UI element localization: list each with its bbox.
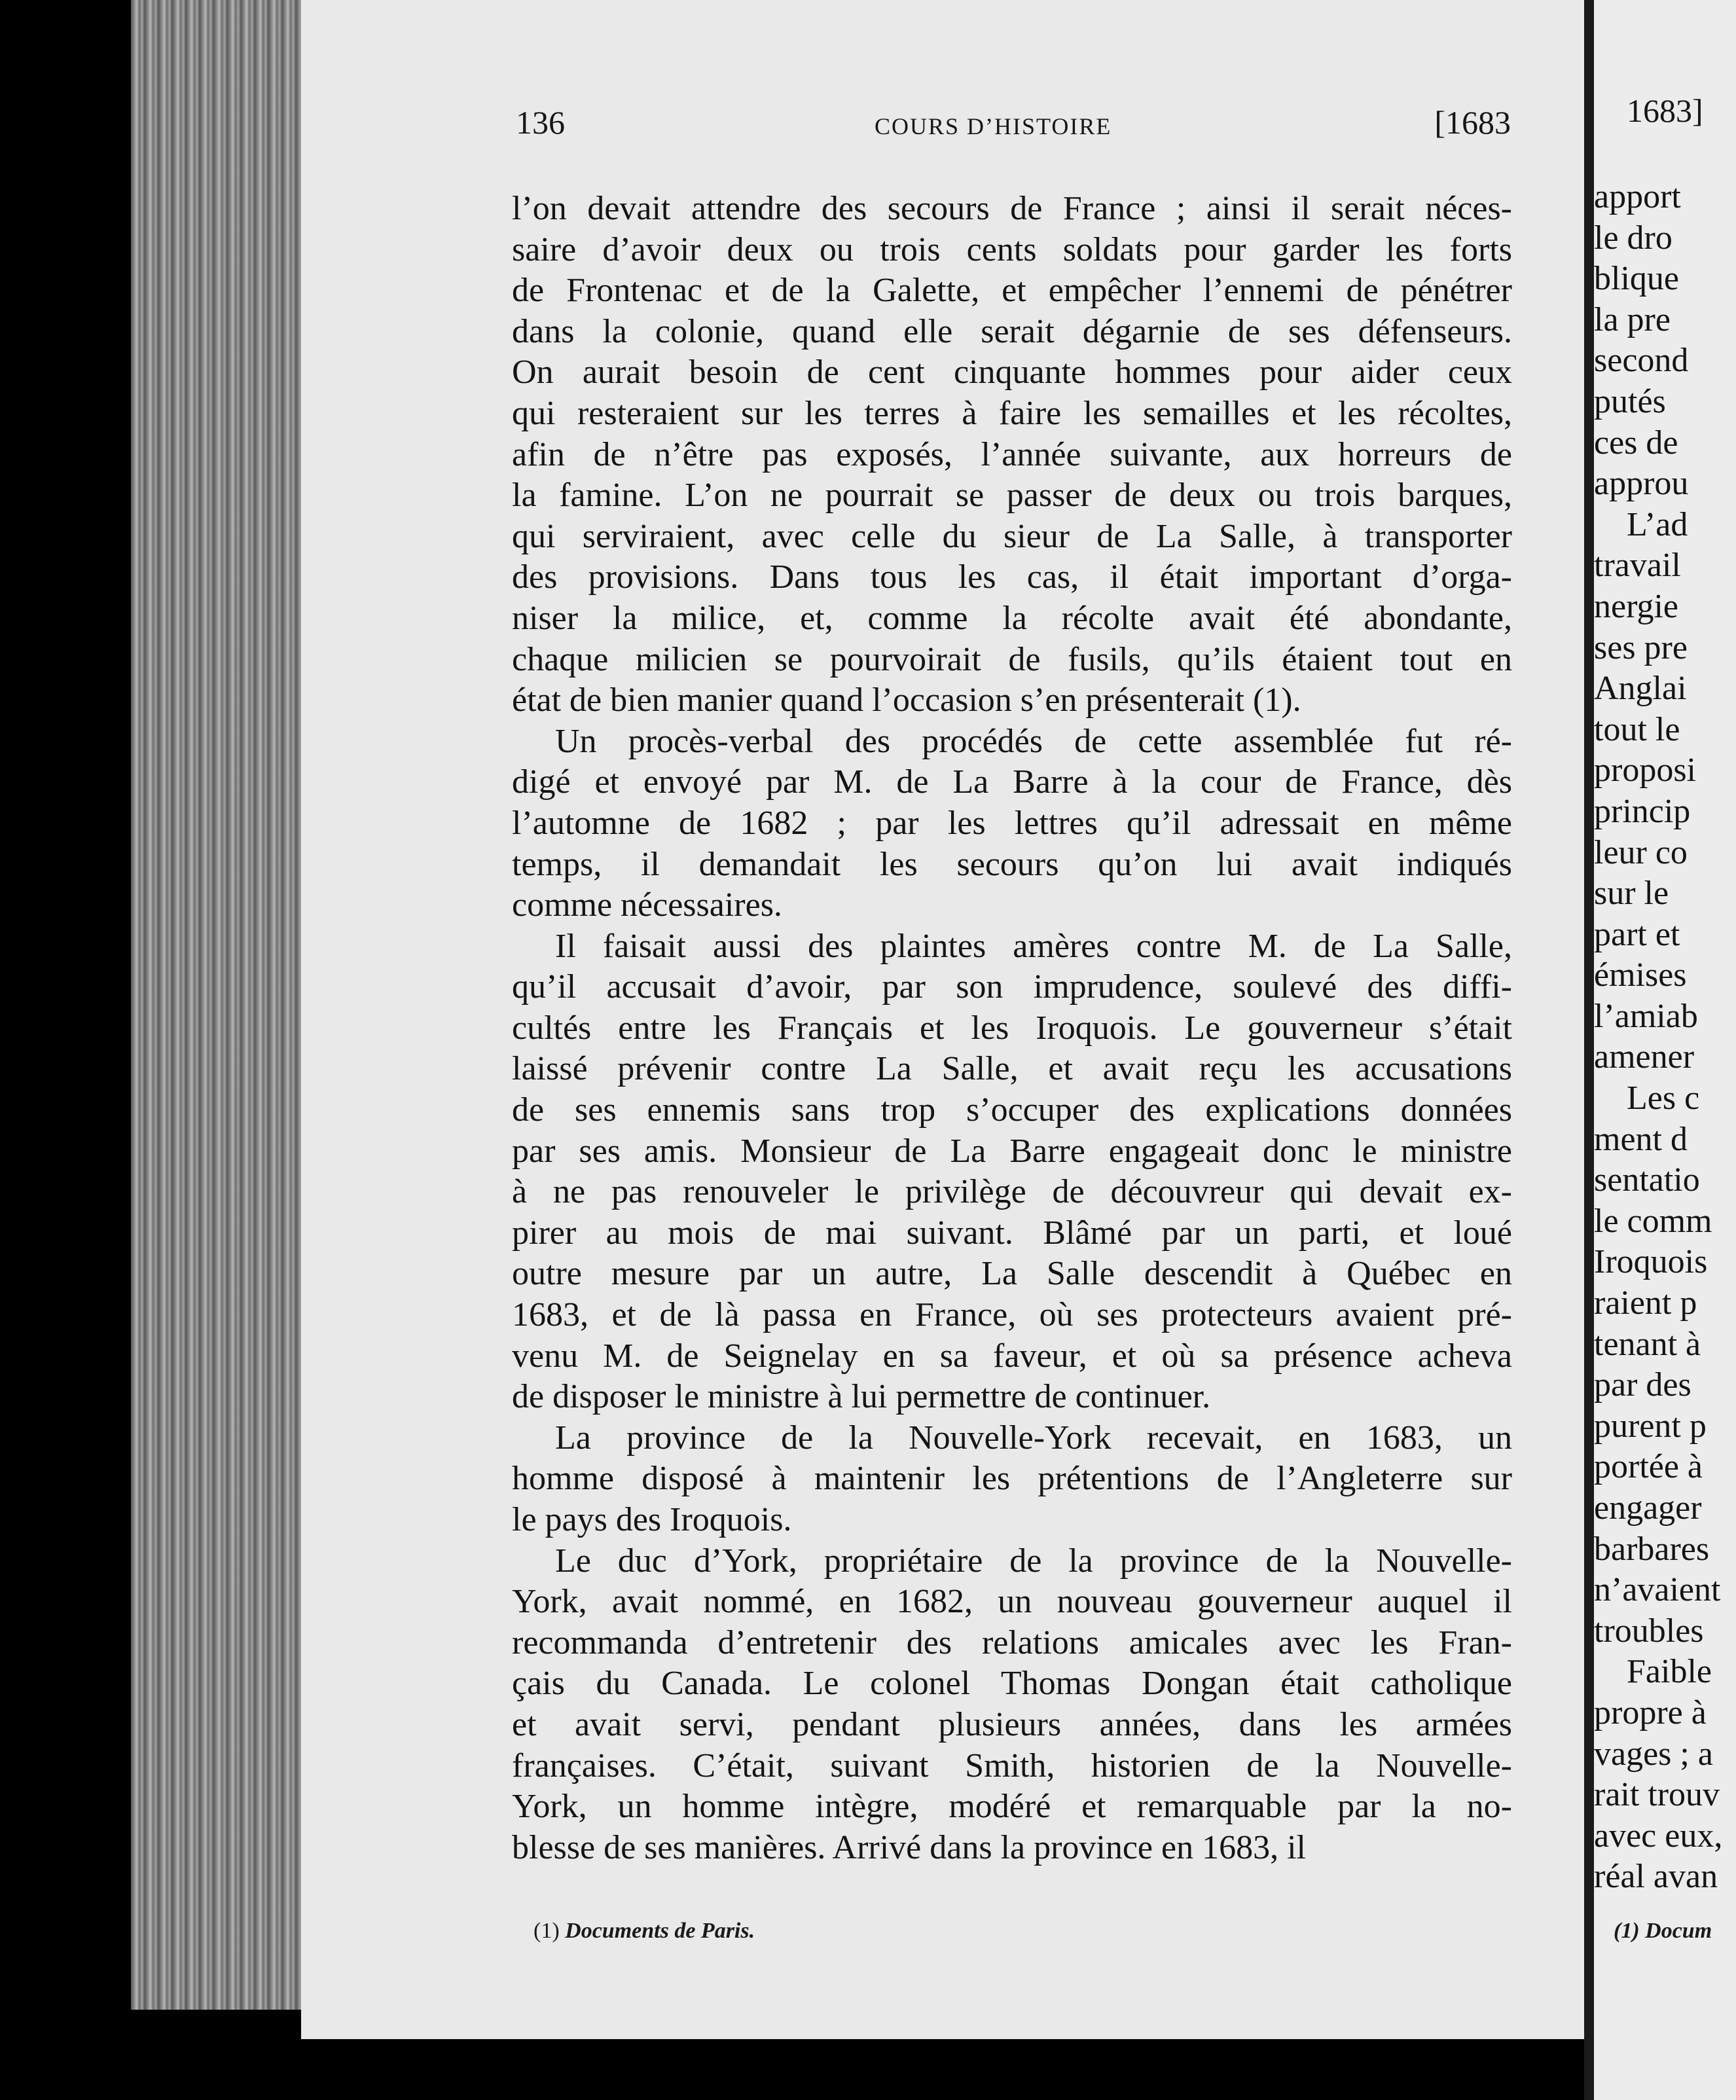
text-line: de Frontenac et de la Galette, et empêcher l’ennemi de pénétrer [512, 272, 1512, 310]
text-line: des provisions. Dans tous les cas, il était important d’orga- [512, 558, 1512, 596]
text-line: cultés entre les Français et les Iroquois. Le gouverneur s’était [512, 1009, 1512, 1047]
running-title: COURS D’HISTOIRE [875, 113, 1112, 139]
text-line: Le duc d’York, propriétaire de la province de la Nouvelle- [555, 1542, 1512, 1580]
right-page-text-line: proposi [1594, 751, 1696, 789]
right-page-text-line: ment d [1594, 1120, 1688, 1158]
text-line: homme disposé à maintenir les prétentions de l’Angleterre sur [512, 1460, 1512, 1498]
right-page-text-line: princip [1594, 792, 1691, 830]
text-line: l’on devait attendre des secours de France ; ainsi il serait néces- [512, 190, 1512, 227]
right-page-text-line: engager [1594, 1489, 1702, 1527]
scan-bottom-shadow [0, 2039, 1584, 2100]
text-line: niser la milice, et, comme la récolte avait été abondante, [512, 599, 1512, 637]
left-page-footnote [533, 1919, 755, 1944]
text-line: recommanda d’entretenir des relations amicales avec les Fran- [512, 1623, 1512, 1661]
right-page [1594, 0, 1736, 2100]
right-page-text-line: réal avan [1594, 1858, 1718, 1896]
text-line: de disposer le ministre à lui permettre de continuer. [512, 1378, 1211, 1416]
right-page-text-line: émises [1594, 956, 1687, 994]
page-number: 136 [516, 104, 565, 141]
text-line: York, avait nommé, en 1682, un nouveau gouverneur auquel il [512, 1583, 1512, 1621]
right-page-text-line: vages ; a [1594, 1735, 1713, 1773]
right-page-text-line: troubles [1594, 1612, 1704, 1650]
text-line: qu’il accusait d’avoir, par son imprudence, soulevé des diffi- [512, 968, 1512, 1006]
footnote-marker: (1) [533, 1919, 560, 1943]
right-page-text-line: sur le [1594, 875, 1669, 913]
text-line: à ne pas renouveler le privilège de découvreur qui devait ex- [512, 1173, 1512, 1211]
right-page-text-line: amener [1594, 1038, 1695, 1076]
right-page-text-line: la pre [1594, 300, 1671, 338]
text-line: qui serviraient, avec celle du sieur de La Salle, à transporter [512, 517, 1512, 555]
left-page-header [516, 103, 1511, 156]
text-line: afin de n’être pas exposés, l’année suivante, aux horreurs de [512, 435, 1512, 473]
right-page-text-line: portée à [1594, 1448, 1703, 1486]
book-page-edges [131, 0, 308, 2010]
text-line: comme nécessaires. [512, 886, 782, 924]
text-line: qui resteraient sur les terres à faire les semailles et les récoltes, [512, 394, 1512, 432]
right-page-text-line: Faible [1627, 1653, 1712, 1691]
year-marker: [1683 [1434, 104, 1511, 141]
text-line: le pays des Iroquois. [512, 1501, 792, 1538]
right-page-text-line: apport [1594, 178, 1681, 215]
right-page-text-line: tenant à [1594, 1325, 1701, 1363]
text-line: dans la colonie, quand elle serait dégarnie de ses défenseurs. [512, 312, 1512, 350]
left-page-body-text [512, 189, 1512, 1868]
text-line: pirer au mois de mai suivant. Blâmé par un parti, et loué [512, 1214, 1512, 1252]
text-line: françaises. C’était, suivant Smith, historien de la Nouvelle- [512, 1747, 1512, 1784]
text-line: par ses amis. Monsieur de La Barre engageait donc le ministre [512, 1132, 1512, 1170]
right-page-body-text [1594, 177, 1722, 1898]
text-line: 1683, et de là passa en France, où ses protecteurs avaient pré- [512, 1296, 1512, 1334]
right-page-text-line: ces de [1594, 424, 1678, 462]
right-page-text-line: par des [1594, 1366, 1691, 1404]
right-page-text-line: second [1594, 342, 1689, 380]
right-page-text-line: propre à [1594, 1693, 1707, 1731]
right-page-text-line: nergie [1594, 587, 1678, 625]
text-line: outre mesure par un autre, La Salle descendit à Québec en [512, 1255, 1512, 1293]
text-line: York, un homme intègre, modéré et remarquable par la no- [512, 1788, 1512, 1826]
right-page-text-line: blique [1594, 260, 1679, 298]
right-page-footnote: (1) Docum [1614, 1919, 1712, 1943]
right-page-text-line: travail [1594, 547, 1681, 585]
text-line: saire d’avoir deux ou trois cents soldats pour garder les forts [512, 230, 1512, 268]
right-page-text-line: L’ad [1627, 505, 1688, 543]
right-page-text-line: n’avaient [1594, 1571, 1721, 1609]
right-page-text-line: le comm [1594, 1202, 1712, 1240]
text-line: çais du Canada. Le colonel Thomas Dongan était catholique [512, 1665, 1512, 1703]
text-line: et avait servi, pendant plusieurs années, dans les armées [512, 1705, 1512, 1743]
text-line: l’automne de 1682 ; par les lettres qu’il adressait en même [512, 804, 1512, 842]
right-page-text-line: ses pre [1594, 628, 1688, 666]
book-gutter [1584, 0, 1594, 2100]
right-page-text-line: barbares [1594, 1530, 1710, 1568]
right-page-text-line: tout le [1594, 710, 1680, 748]
right-page-text-line: leur co [1594, 833, 1688, 871]
text-line: laissé prévenir contre La Salle, et avait reçu les accusations [512, 1050, 1512, 1088]
right-page-text-line: le dro [1594, 219, 1673, 257]
text-line: Un procès-verbal des procédés de cette assemblée fut ré- [555, 722, 1512, 760]
footnote-text: Documents de Paris. [565, 1919, 755, 1943]
right-page-text-line: raient p [1594, 1284, 1697, 1322]
right-page-text-line: avec eux, [1594, 1817, 1723, 1855]
text-line: blesse de ses manières. Arrivé dans la province en 1683, il [512, 1828, 1306, 1866]
right-page-text-line: putés [1594, 382, 1666, 420]
text-line: Il faisait aussi des plaintes amères contre M. de La Salle, [555, 927, 1512, 965]
text-line: venu M. de Seignelay en sa faveur, et où sa présence acheva [512, 1337, 1512, 1375]
right-page-text-line: part et [1594, 915, 1680, 953]
text-line: état de bien manier quand l’occasion s’en présenterait (1). [512, 681, 1301, 719]
text-line: chaque milicien se pourvoirait de fusils, qu’ils étaient tout en [512, 640, 1512, 678]
text-line: de ses ennemis sans trop s’occuper des explications données [512, 1091, 1512, 1129]
text-line: On aurait besoin de cent cinquante hommes pour aider ceux [512, 353, 1512, 391]
right-page-text-line: Iroquois [1594, 1243, 1708, 1281]
text-line: digé et envoyé par M. de La Barre à la cour de France, dès [512, 763, 1512, 801]
right-page-text-line: Anglai [1594, 670, 1687, 708]
right-page-text-line: l’amiab [1594, 997, 1698, 1035]
right-page-text-line: purent p [1594, 1407, 1707, 1445]
right-page-text-line: rait trouv [1594, 1776, 1720, 1814]
text-line: la famine. L’on ne pourrait se passer de deux ou trois barques, [512, 477, 1512, 515]
right-page-text-line: approu [1594, 465, 1689, 503]
right-page-text-line: Les c [1627, 1079, 1700, 1117]
text-line: temps, il demandait les secours qu’on lui avait indiqués [512, 845, 1512, 883]
text-line: La province de la Nouvelle-York recevait, en 1683, un [555, 1419, 1512, 1457]
right-page-text-line: sentatio [1594, 1161, 1700, 1199]
right-page-year-marker: 1683] [1627, 92, 1703, 129]
